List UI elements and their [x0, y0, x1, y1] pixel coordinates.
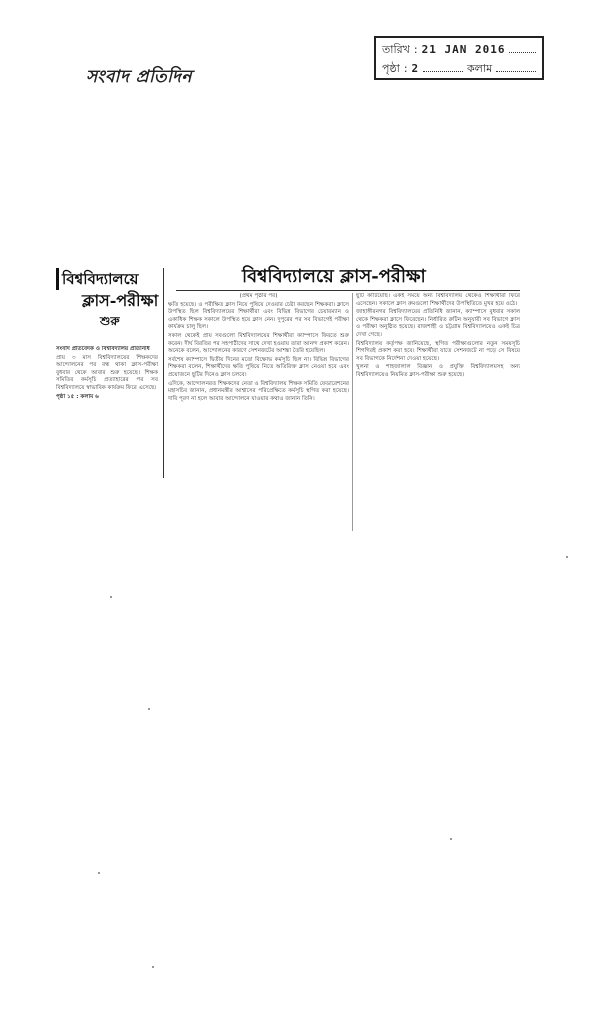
col3-paragraph: জাহাঙ্গীরনগর বিশ্ববিদ্যালয়ের প্রতিনিধি জানান, ক্যাম্পাসে বুধবার সকাল থেকে শিক্ষকরা ক্লাসে ফিরেছেন। নির্ধারিত রুটিন অনুযায়ী সব বিভাগে ক্লাস ও পরীক্ষা অনুষ্ঠিত হয়েছে। রাজশাহী ও চট্টগ্রাম বিশ্ববিদ্যালয়েও একই চিত্র দেখা গেছে। [356, 309, 520, 338]
side-headline [56, 268, 174, 340]
stamp-date-value: 21 JAN 2016 [421, 43, 506, 56]
col2-paragraph: সর্বশেষ ক্যাম্পাসে দ্বিতীয় দিনের মতো বিক্ষোভ কর্মসূচি ছিল না। বিভিন্ন বিভাগের শিক্ষকরা বলেন, শিক্ষার্থীদের ক্ষতি পুষিয়ে নিতে অতিরিক্ত ক্লাস নেওয়া হবে এবং প্রয়োজনে ছুটির দিনেও ক্লাস চলবে। [168, 356, 349, 378]
scan-speck [98, 872, 100, 874]
story-column-1 [56, 346, 158, 474]
col3-paragraph: খুলনা ও শাহজালাল বিজ্ঞান ও প্রযুক্তি বিশ্ববিদ্যালয়সহ অন্য বিশ্ববিদ্যালয়েও নিয়মিত ক্লাস-পরীক্ষা শুরু হয়েছে। [356, 364, 520, 378]
col3-paragraph: ছুটি কাটিয়েছি। একই সময়ে অন্য বিশ্ববিদ্যালয় থেকেও শিক্ষার্থীরা ফিরে এসেছেন। সকালে ক্লাস রুমগুলো শিক্ষার্থীদের উপস্থিতিতে মুখর হয়ে ওঠে। [356, 293, 520, 307]
col1-paragraph: প্রায় ৩ মাস বিশ্ববিদ্যালয়ের শিক্ষকদের আন্দোলনের পর বন্ধ থাকা ক্লাস-পরীক্ষা বুধবার থেকে আবার শুরু হয়েছে। শিক্ষক সমিতির কর্মসূচি প্রত্যাহারের পর সব বিশ্ববিদ্যালয়ে স্বাভাবিক কার্যক্রম ফিরে এসেছে। [56, 354, 158, 391]
column-divider-1 [163, 268, 164, 478]
continuation-note: (প্রথম পৃষ্ঠার পর) [239, 293, 278, 299]
col2-paragraph: ক্ষতি হয়েছে। ও পরীক্ষিত ক্লাস নিয়ে পুষিয়ে দেওয়ার চেষ্টা করছেন শিক্ষকরা। ক্লাসে উপস্থিত ছিল বিশ্ববিদ্যালয়ের শিক্ষার্থীরা এবং বিভিন্ন বিভাগের চেয়ারম্যান ও একাধিক শিক্ষক সকালে উপস্থিত হয়ে ক্লাস নেন। দুপুরের পর সব বিভাগেই পরীক্ষা কার্যক্রম চালু ছিল। [168, 301, 349, 331]
col3-paragraph: বিশ্ববিদ্যালয় কর্তৃপক্ষ জানিয়েছে, স্থগিত পরীক্ষাগুলোর নতুন সময়সূচি শিগগিরই প্রকাশ করা হবে। শিক্ষার্থীরা যাতে সেশনজটে না পড়ে সে বিষয়ে সব বিভাগকে নির্দেশনা দেওয়া হয়েছে। [356, 340, 520, 362]
scan-speck [110, 596, 112, 598]
story-column-3 [356, 293, 520, 525]
col2-paragraph: এদিকে, আন্দোলনরত শিক্ষকদের নেতা ও বিশ্ববিদ্যালয় শিক্ষক সমিতি ফেডারেশনের মহাসচিব জানান, প্রধানমন্ত্রীর আশ্বাসের পরিপ্রেক্ষিতে কর্মসূচি স্থগিত করা হয়েছে। দাবি পূরণ না হলে আবার আন্দোলনে যাওয়ার কথাও জানান তিনি। [168, 380, 349, 402]
scan-speck [148, 708, 150, 710]
clipping-date-stamp [374, 36, 544, 80]
newspaper-masthead: সংবাদ প্রতিদিন [86, 67, 193, 87]
side-headline-line-2: ক্লাস-পরীক্ষা [82, 291, 159, 310]
column-divider-2 [352, 293, 353, 531]
col2-paragraph: সকাল থেকেই প্রায় সবগুলো বিশ্ববিদ্যালয়ের শিক্ষার্থীরা ক্যাম্পাসে ফিরতে শুরু করেন। দীর্ঘ বিরতির পর সহপাঠীদের সাথে দেখা হওয়ায় তারা আনন্দ প্রকাশ করেন। অনেকে বলেন, আন্দোলনের কারণে সেশনজটের আশঙ্কা তৈরি হয়েছিল। [168, 332, 349, 355]
scan-speck [566, 556, 568, 558]
story-column-2 [168, 293, 349, 531]
stamp-page-label: পৃষ্ঠা [382, 62, 400, 75]
headline-rule [176, 290, 520, 291]
stamp-column-label: কলাম [466, 62, 493, 75]
stamp-page-row: পৃষ্ঠা : 2 কলাম [382, 59, 536, 78]
scan-speck [152, 966, 154, 968]
continued-page-note: পৃষ্ঠা ১৫ : কলাম ৬ [56, 393, 99, 400]
stamp-date-row: তারিখ : 21 JAN 2016 [382, 40, 536, 59]
story-byline: সংবাদ প্রতিবেদক ও বিশ্ববিদ্যালয় প্রতিনিধি [56, 346, 150, 352]
scan-speck [450, 838, 452, 840]
stamp-page-value: 2 [411, 62, 420, 75]
main-headline: বিশ্ববিদ্যালয়ে ক্লাস-পরীক্ষা [242, 266, 426, 287]
stamp-date-label: তারিখ [382, 43, 410, 56]
side-headline-line-1: বিশ্ববিদ্যালয়ে [56, 268, 174, 290]
side-headline-line-3: শুরু [100, 314, 120, 328]
